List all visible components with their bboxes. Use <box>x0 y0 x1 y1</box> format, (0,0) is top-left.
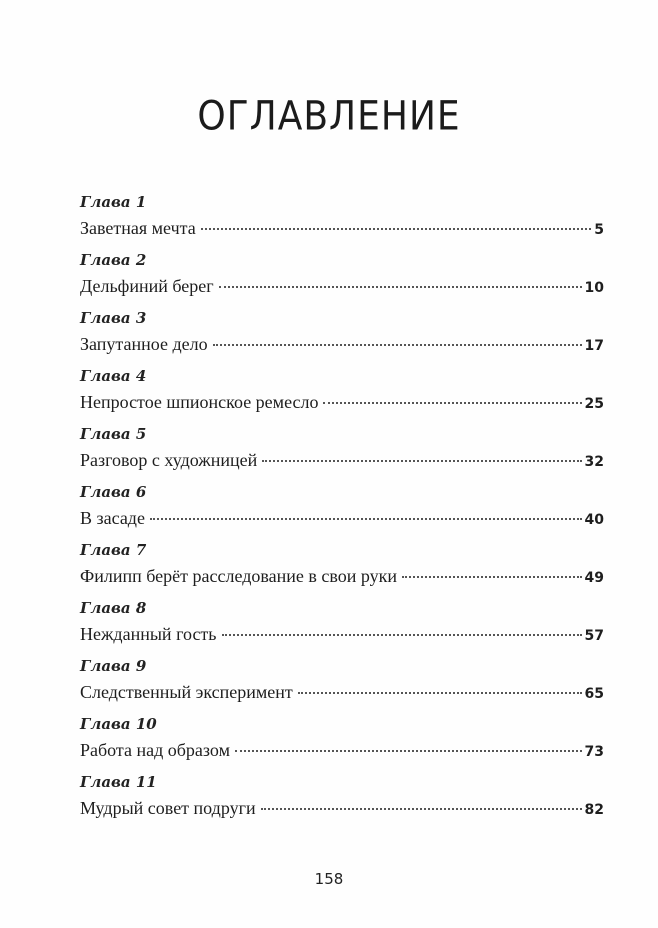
page-title: ОГЛАВЛЕНИЕ <box>197 93 461 140</box>
toc-entry[interactable] <box>80 657 604 715</box>
chapter-title: Мудрый совет подруги <box>80 798 256 818</box>
chapter-title: Филипп берёт расследование в свои руки <box>80 566 398 586</box>
chapter-title: Непростое шпионское ремесло <box>80 392 319 412</box>
chapter-page: 57 <box>584 628 604 644</box>
toc-line <box>80 738 604 762</box>
chapter-page: 65 <box>584 686 604 702</box>
chapter-label: Глава 7 <box>80 541 147 559</box>
chapter-title: В засаде <box>80 508 145 528</box>
chapter-label: Глава 3 <box>80 309 147 327</box>
toc-entry[interactable] <box>80 599 604 657</box>
dot-leader <box>235 749 582 752</box>
table-of-contents <box>80 193 604 831</box>
chapter-page: 49 <box>584 570 604 586</box>
toc-entry[interactable] <box>80 773 604 831</box>
toc-entry[interactable] <box>80 367 604 425</box>
dot-leader <box>222 633 582 636</box>
chapter-page: 5 <box>594 222 604 238</box>
dot-leader <box>219 285 582 288</box>
chapter-title: Запутанное дело <box>80 334 208 354</box>
toc-entry[interactable] <box>80 483 604 541</box>
chapter-page: 25 <box>584 396 604 412</box>
toc-entry[interactable] <box>80 541 604 599</box>
dot-leader <box>323 401 581 404</box>
toc-entry[interactable] <box>80 193 604 251</box>
chapter-title: Разговор с художницей <box>80 450 258 470</box>
toc-line <box>80 274 604 298</box>
chapter-title: Следственный эксперимент <box>80 682 293 702</box>
chapter-page: 40 <box>584 512 604 528</box>
chapter-title: Заветная мечта <box>80 218 196 238</box>
chapter-label: Глава 10 <box>80 715 157 733</box>
toc-line <box>80 680 604 704</box>
toc-line <box>80 390 604 414</box>
chapter-page: 73 <box>584 744 604 760</box>
toc-line <box>80 448 604 472</box>
chapter-title: Дельфиний берег <box>80 276 214 296</box>
chapter-page: 17 <box>584 338 604 354</box>
dot-leader <box>201 227 592 230</box>
toc-line <box>80 332 604 356</box>
dot-leader <box>298 691 582 694</box>
toc-line <box>80 506 604 530</box>
chapter-label: Глава 5 <box>80 425 147 443</box>
chapter-page: 82 <box>584 802 604 818</box>
toc-line <box>80 796 604 820</box>
chapter-label: Глава 4 <box>80 367 147 385</box>
chapter-label: Глава 1 <box>80 193 147 211</box>
toc-entry[interactable] <box>80 251 604 309</box>
toc-line <box>80 622 604 646</box>
dot-leader <box>261 807 582 810</box>
dot-leader <box>213 343 582 346</box>
page-number: 158 <box>314 870 344 888</box>
chapter-title: Работа над образом <box>80 740 230 760</box>
chapter-label: Глава 2 <box>80 251 147 269</box>
chapter-label: Глава 6 <box>80 483 147 501</box>
chapter-label: Глава 11 <box>80 773 157 791</box>
chapter-page: 32 <box>584 454 604 470</box>
chapter-page: 10 <box>584 280 604 296</box>
toc-line <box>80 216 604 240</box>
toc-entry[interactable] <box>80 309 604 367</box>
toc-entry[interactable] <box>80 715 604 773</box>
chapter-label: Глава 8 <box>80 599 147 617</box>
dot-leader <box>262 459 581 462</box>
chapter-label: Глава 9 <box>80 657 147 675</box>
dot-leader <box>402 575 582 578</box>
dot-leader <box>150 517 582 520</box>
chapter-title: Нежданный гость <box>80 624 217 644</box>
toc-entry[interactable] <box>80 425 604 483</box>
toc-line <box>80 564 604 588</box>
